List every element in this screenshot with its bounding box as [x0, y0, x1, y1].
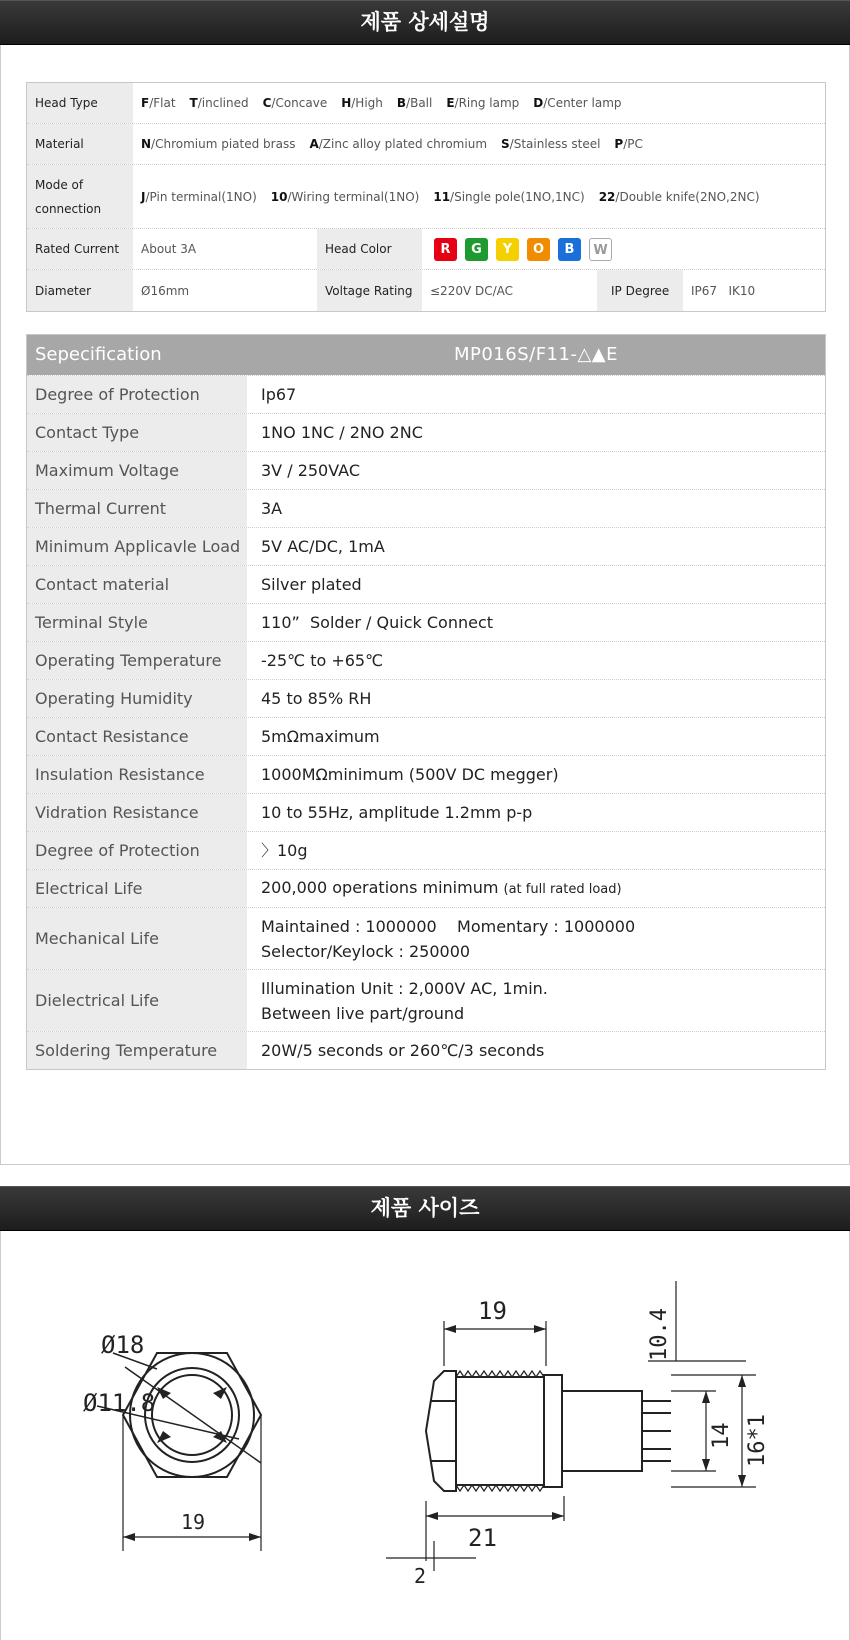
- option-code: 11: [433, 189, 451, 204]
- code-row-head-type: [27, 83, 825, 124]
- dim-outer-diameter: Ø18: [101, 1331, 145, 1359]
- spec-value-text: -25℃ to +65℃: [261, 651, 384, 670]
- spec-row: [27, 375, 825, 413]
- spec-row: [27, 489, 825, 527]
- option-item: [446, 91, 519, 115]
- spec-value: [247, 414, 825, 451]
- spec-value: [247, 1032, 825, 1069]
- color-swatch: G: [465, 238, 488, 261]
- option-item: [271, 185, 420, 209]
- connection-options: [133, 165, 813, 228]
- option-item: [141, 91, 176, 115]
- option-item: [141, 132, 295, 156]
- option-name: /PC: [623, 137, 643, 151]
- code-label: Head Type: [27, 83, 133, 123]
- material-options: [133, 124, 657, 164]
- option-name: /Concave: [271, 96, 328, 110]
- code-label: Voltage Rating: [317, 270, 422, 311]
- spec-row: [27, 641, 825, 679]
- diameter-value: Ø16mm: [141, 283, 190, 298]
- option-code: A: [309, 137, 319, 151]
- spec-value-text: 3V / 250VAC: [261, 461, 360, 480]
- option-code: T: [189, 96, 198, 110]
- spec-row: [27, 907, 825, 969]
- spec-label: Contact Type: [27, 414, 247, 451]
- option-code: 10: [270, 189, 288, 204]
- dim-total-length: 21: [468, 1524, 497, 1552]
- dim-front-width: 19: [181, 1510, 206, 1534]
- spec-row: [27, 1031, 825, 1069]
- option-item: [263, 91, 328, 115]
- side-view-drawing: [386, 1261, 806, 1591]
- voltage-rating-value: ≤220V DC/AC: [430, 283, 514, 298]
- spec-value-text: 45 to 85% RH: [261, 689, 372, 708]
- size-panel: [0, 1231, 850, 1640]
- code-row-connection: [27, 165, 825, 229]
- spec-value: [247, 528, 825, 565]
- dim-pin-span: 14: [709, 1422, 734, 1449]
- spec-value: [247, 680, 825, 717]
- spec-row: [27, 413, 825, 451]
- option-name: /Double knife(2NO,2NC): [615, 189, 760, 204]
- option-name: /Single pole(1NO,1NC): [450, 189, 585, 204]
- spec-value-line2: Selector/Keylock : 250000: [261, 941, 471, 961]
- spec-value-note: (at full rated load): [503, 882, 622, 897]
- color-swatch: Y: [496, 238, 519, 261]
- code-label: Material: [27, 124, 133, 164]
- option-item: [614, 132, 642, 156]
- option-item: [309, 132, 487, 156]
- option-code: F: [141, 96, 150, 110]
- spec-label: Contact Resistance: [27, 718, 247, 755]
- spec-value: [247, 794, 825, 831]
- spec-header-label: Sepecification: [35, 344, 162, 365]
- spec-value: [247, 604, 825, 641]
- spec-value: [247, 376, 825, 413]
- code-row-current-color: [27, 229, 825, 270]
- spec-value-text: 1NO 1NC / 2NO 2NC: [261, 423, 423, 442]
- spec-value: [247, 756, 825, 793]
- spec-value-text: 〉10g: [261, 841, 308, 860]
- spec-label: Electrical Life: [27, 870, 247, 907]
- option-code: C: [262, 96, 272, 110]
- spec-label: Dielectrical Life: [27, 970, 247, 1031]
- option-name: /Flat: [149, 96, 176, 110]
- spec-label: Insulation Resistance: [27, 756, 247, 793]
- spec-value: [247, 452, 825, 489]
- spec-label: Contact material: [27, 566, 247, 603]
- spec-value: [247, 490, 825, 527]
- option-code: P: [614, 137, 624, 151]
- spec-row: [27, 793, 825, 831]
- threaded-body: [456, 1377, 544, 1485]
- option-item: [397, 91, 432, 115]
- spec-label: Soldering Temperature: [27, 1032, 247, 1069]
- spec-value-text: Silver plated: [261, 575, 362, 594]
- spec-row: [27, 451, 825, 489]
- spec-value: [247, 832, 825, 869]
- dim-inner-diameter: Ø11.8: [83, 1389, 156, 1417]
- spec-value-text: 3A: [261, 499, 283, 518]
- option-item: [533, 91, 621, 115]
- option-name: /Ball: [406, 96, 433, 110]
- dim-flange: 2: [414, 1564, 427, 1588]
- spec-value-text: 5mΩmaximum: [261, 727, 380, 746]
- specification-table: [26, 334, 826, 1070]
- spec-row: [27, 603, 825, 641]
- spec-value: [247, 908, 825, 969]
- spec-value-text: Ip67: [261, 385, 297, 404]
- option-item: [433, 185, 584, 209]
- spec-value: [247, 642, 825, 679]
- spec-label: Minimum Applicavle Load: [27, 528, 247, 565]
- spec-table-header: [27, 335, 825, 375]
- option-name: /Chromium piated brass: [151, 137, 296, 151]
- spec-value-text: 1000MΩminimum (500V DC megger): [261, 765, 559, 784]
- spec-value-text: 20W/5 seconds or 260℃/3 seconds: [261, 1041, 545, 1060]
- spec-row: [27, 869, 825, 907]
- spec-row: [27, 527, 825, 565]
- spec-label: Operating Temperature: [27, 642, 247, 679]
- spec-value-line2: Between live part/ground: [261, 1003, 465, 1023]
- option-item: [141, 185, 257, 209]
- spec-value: [247, 970, 825, 1031]
- size-section-header: [0, 1186, 850, 1231]
- spec-model-code: MP016S/F11-△▲E: [453, 344, 619, 365]
- option-code: 22: [598, 189, 616, 204]
- option-item: [341, 91, 383, 115]
- size-section-title: 제품 사이즈: [370, 1196, 480, 1220]
- code-label: IP Degree: [597, 270, 683, 311]
- option-item: [190, 91, 249, 115]
- spec-row: [27, 679, 825, 717]
- option-name: /Ring lamp: [454, 96, 520, 110]
- option-item: [599, 185, 760, 209]
- details-panel: [0, 45, 850, 1165]
- connection-label-line2: connection: [35, 201, 102, 216]
- spec-label: Maximum Voltage: [27, 452, 247, 489]
- code-label: Head Color: [317, 229, 422, 269]
- side-hex-head: [426, 1371, 456, 1491]
- switch-housing: [562, 1391, 642, 1471]
- code-row-diameter: [27, 270, 825, 311]
- option-name: /inclined: [197, 96, 249, 110]
- color-swatch: W: [589, 238, 612, 261]
- spec-value-text: 110” Solder / Quick Connect: [261, 613, 494, 632]
- option-name: /Stainless steel: [509, 137, 601, 151]
- spec-value: [247, 718, 825, 755]
- details-section-title: 제품 상세설명: [360, 10, 490, 34]
- head-color-swatches: [422, 229, 620, 269]
- option-item: [501, 132, 600, 156]
- option-name: /Wiring terminal(1NO): [287, 189, 420, 204]
- spec-label: Mechanical Life: [27, 908, 247, 969]
- spec-row: [27, 969, 825, 1031]
- option-code: B: [396, 96, 407, 110]
- spec-value-text: Illumination Unit : 2,000V AC, 1min.: [261, 978, 548, 998]
- spec-row: [27, 831, 825, 869]
- option-name: /Center lamp: [543, 96, 622, 110]
- spec-value: [247, 870, 825, 907]
- spec-value-text: 5V AC/DC, 1mA: [261, 537, 385, 556]
- spec-label: Vidration Resistance: [27, 794, 247, 831]
- spec-value: [247, 566, 825, 603]
- ip-degree-value: IP67 IK10: [691, 283, 756, 298]
- spec-row: [27, 565, 825, 603]
- option-name: /Pin terminal(1NO): [145, 189, 257, 204]
- spec-row: [27, 755, 825, 793]
- spec-row: [27, 717, 825, 755]
- color-swatch: O: [527, 238, 550, 261]
- spec-value-text: Maintained : 1000000 Momentary : 1000000: [261, 916, 636, 936]
- spec-value-text: 10 to 55Hz, amplitude 1.2mm p-p: [261, 803, 533, 822]
- option-code: E: [446, 96, 455, 110]
- code-label: Diameter: [27, 270, 133, 311]
- option-code: D: [533, 96, 544, 110]
- code-table: [26, 82, 826, 312]
- front-view-drawing: [71, 1311, 351, 1581]
- dim-pin-length: 10.4: [647, 1308, 672, 1361]
- option-name: /Zinc alloy plated chromium: [318, 137, 488, 151]
- rated-current-value: About 3A: [141, 242, 197, 256]
- spec-label: Terminal Style: [27, 604, 247, 641]
- dim-body-diameter: 16*1: [745, 1414, 770, 1467]
- color-swatch: B: [558, 238, 581, 261]
- code-label: Rated Current: [27, 229, 133, 269]
- spec-label: Degree of Protection: [27, 832, 247, 869]
- code-label: [27, 165, 133, 228]
- details-section-header: [0, 0, 850, 45]
- option-code: J: [141, 189, 146, 204]
- connection-label-line1: Mode of: [35, 177, 84, 192]
- dim-thread-length: 19: [478, 1297, 507, 1325]
- option-code: S: [501, 137, 510, 151]
- option-code: H: [341, 96, 352, 110]
- option-name: /High: [351, 96, 383, 110]
- spec-label: Degree of Protection: [27, 376, 247, 413]
- spec-label: Thermal Current: [27, 490, 247, 527]
- code-row-material: [27, 124, 825, 165]
- spec-label: Operating Humidity: [27, 680, 247, 717]
- spec-value-text: 200,000 operations minimum: [261, 878, 499, 897]
- head-type-options: [133, 83, 636, 123]
- option-code: N: [141, 137, 152, 151]
- color-swatch: R: [434, 238, 457, 261]
